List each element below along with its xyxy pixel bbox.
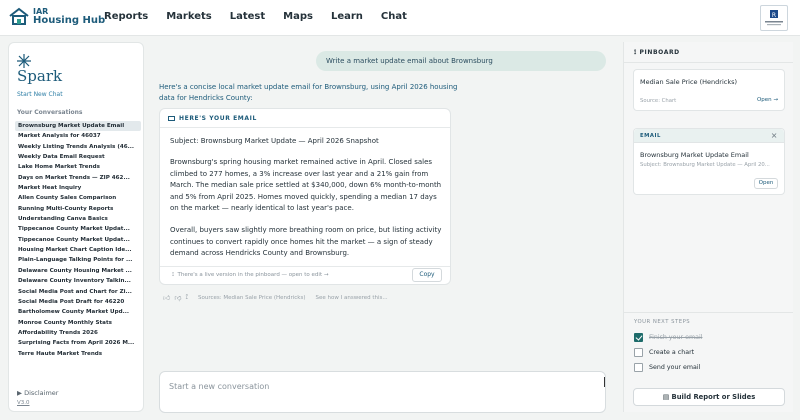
divider [624, 312, 793, 313]
pin-icon: ⟟ [172, 272, 175, 278]
next-step-item[interactable] [634, 332, 702, 342]
pinned-email-title: Brownsburg Market Update Email [640, 151, 749, 159]
conversation-item[interactable]: Tippecanoe County Market Updat... [18, 236, 130, 243]
conversation-list [15, 121, 141, 359]
sources-link[interactable]: Sources: Median Sale Price (Hendricks) [198, 294, 306, 301]
thumbs-up-icon[interactable]: 👍︎ [163, 294, 171, 302]
document-icon: ▤ [662, 393, 670, 401]
iar-logo[interactable] [8, 6, 105, 26]
conversation-item[interactable]: Monroe County Monthly Stats [18, 319, 112, 326]
logo-line-1: IAR [33, 7, 49, 16]
email-body [170, 157, 442, 270]
version-link[interactable]: V3.0 [17, 400, 30, 406]
disclaimer-toggle[interactable]: ▶ Disclaimer [17, 389, 59, 397]
pin-icon[interactable]: ⟟ [185, 293, 189, 301]
divider [160, 266, 450, 267]
pinboard-title: PINBOARD [639, 49, 680, 56]
conversation-item[interactable]: Understanding Canva Basics [18, 216, 108, 223]
feedback-row [163, 293, 388, 302]
assistant-intro-text: Here's a concise local market update email for Brownsburg, using April 2026 housing data for Hendricks County: [159, 83, 458, 102]
main-nav [104, 11, 425, 22]
pinboard-note[interactable] [172, 272, 328, 279]
pin-icon: ⟟ [634, 49, 637, 56]
conversation-item[interactable]: Market Analysis for 46037 [18, 133, 101, 140]
pinned-email-card[interactable] [633, 128, 785, 195]
user-message-bubble: Write a market update email about Brownsburg [316, 51, 606, 71]
divider [624, 62, 793, 63]
next-step-item[interactable] [634, 362, 700, 372]
email-card-label: HERE'S YOUR EMAIL [179, 115, 257, 122]
step-label: Create a chart [649, 348, 695, 356]
pinned-email-subject: Subject: Brownsburg Market Update — April 20... [640, 162, 770, 168]
nav-reports[interactable]: Reports [104, 11, 149, 22]
conversations-heading: Your Conversations [17, 109, 83, 116]
pinboard-note-text: There's a live version in the pinboard — open to edit → [177, 272, 329, 278]
pinned-email-open-button[interactable]: Open [754, 178, 778, 189]
build-report-label: Build Report or Slides [671, 393, 756, 401]
conversation-item[interactable]: Bartholomew County Market Upd... [18, 309, 129, 316]
build-report-button[interactable] [633, 388, 785, 406]
house-logo-icon [8, 6, 30, 26]
step-checkbox[interactable] [634, 348, 643, 357]
next-step-item[interactable] [634, 347, 694, 357]
email-card-header [168, 115, 257, 122]
conversation-item[interactable]: Market Heat Inquiry [18, 185, 82, 192]
see-how-link[interactable]: See how I answered this... [315, 294, 388, 301]
conversation-item[interactable]: Terre Haute Market Trends [18, 350, 103, 357]
conversation-item[interactable]: Days on Market Trends — ZIP 462... [18, 174, 130, 181]
conversation-item[interactable]: Allen County Sales Comparison [18, 195, 117, 202]
nav-latest[interactable]: Latest [229, 11, 266, 22]
conversation-item[interactable]: Plain-Language Talking Points for ... [18, 257, 133, 264]
conversation-item[interactable]: Affordability Trends 2026 [18, 329, 98, 336]
pinboard-header [634, 49, 680, 57]
step-label: Finish your email [649, 333, 703, 341]
nav-markets[interactable]: Markets [166, 11, 212, 22]
email-paragraph-1: Brownsburg's spring housing market remained active in April. Closed sales climbed to 277 homes, a 3% increase over last year and a 21% gain from March. The median sale price settled at $340,000, down 6% month-to-month and 5% from April 2025. Homes moved quickly, spending a median 17 days on the market — nearly identical to last year's pace. [170, 158, 442, 213]
pinned-chart-card[interactable] [633, 69, 785, 111]
pinned-chart-title: Median Sale Price (Hendricks) [640, 78, 738, 86]
step-checkbox[interactable] [634, 363, 643, 372]
nav-learn[interactable]: Learn [330, 11, 363, 22]
nav-maps[interactable]: Maps [283, 11, 313, 22]
divider [160, 127, 450, 128]
conversation-item[interactable]: Weekly Data Email Request [18, 154, 105, 161]
svg-text:R: R [771, 12, 777, 19]
start-new-chat-link[interactable]: Start New Chat [17, 91, 63, 98]
conversation-item[interactable]: Lake Home Market Trends [18, 164, 100, 171]
email-draft-card [159, 108, 451, 285]
email-subject: Subject: Brownsburg Market Update — April 2026 Snapshot [170, 137, 379, 145]
text-cursor-icon [604, 377, 606, 387]
pinboard-panel [623, 42, 793, 412]
nav-chat[interactable]: Chat [380, 11, 407, 22]
conversation-item[interactable]: Housing Market Chart Caption Ide... [18, 247, 132, 254]
conversation-item[interactable]: Brownsburg Market Update Email [15, 121, 141, 131]
realtor-badge-icon[interactable] [760, 5, 788, 31]
logo-line-2: Housing Hub [33, 15, 106, 26]
new-conversation-input[interactable] [169, 382, 589, 391]
pinned-email-header [634, 129, 784, 143]
pinned-chart-open-link[interactable]: Open → [756, 97, 778, 103]
step-checkbox[interactable] [634, 333, 643, 342]
step-label: Send your email [649, 363, 701, 371]
conversation-item[interactable]: Social Media Post and Chart for Zi... [18, 288, 132, 295]
top-bar [0, 0, 800, 36]
copy-button[interactable]: Copy [412, 268, 442, 282]
next-steps-heading: YOUR NEXT STEPS [634, 319, 691, 325]
email-paragraph-2: Overall, buyers saw slightly more breathing room on price, but listing activity continues to convert rapidly once homes hit the market — a sign of steady demand across Hendricks County and Brownsburg. [170, 225, 442, 258]
conversation-item[interactable]: Weekly Listing Trends Analysis (46... [18, 143, 135, 150]
conversation-item[interactable]: Delaware County Housing Market ... [18, 267, 132, 274]
conversation-item[interactable]: Tippecanoe County Market Updat... [18, 226, 130, 233]
composer [159, 371, 606, 413]
pinned-chart-source: Source: Chart [640, 98, 677, 104]
thumbs-down-icon[interactable]: 👎︎ [174, 294, 182, 302]
pinned-email-label: EMAIL [640, 133, 661, 139]
close-icon[interactable]: × [770, 131, 778, 140]
conversation-sidebar [8, 42, 144, 412]
spark-title: Spark [17, 67, 63, 85]
conversation-item[interactable]: Delaware County Inventory Talkin... [18, 278, 131, 285]
mail-icon [168, 116, 175, 121]
disclaimer-label: Disclaimer [24, 389, 59, 397]
conversation-item[interactable]: Social Media Post Draft for 46220 [18, 298, 125, 305]
conversation-item[interactable]: Running Multi-County Reports [18, 205, 114, 212]
conversation-item[interactable]: Surprising Facts from April 2026 M... [18, 340, 135, 347]
